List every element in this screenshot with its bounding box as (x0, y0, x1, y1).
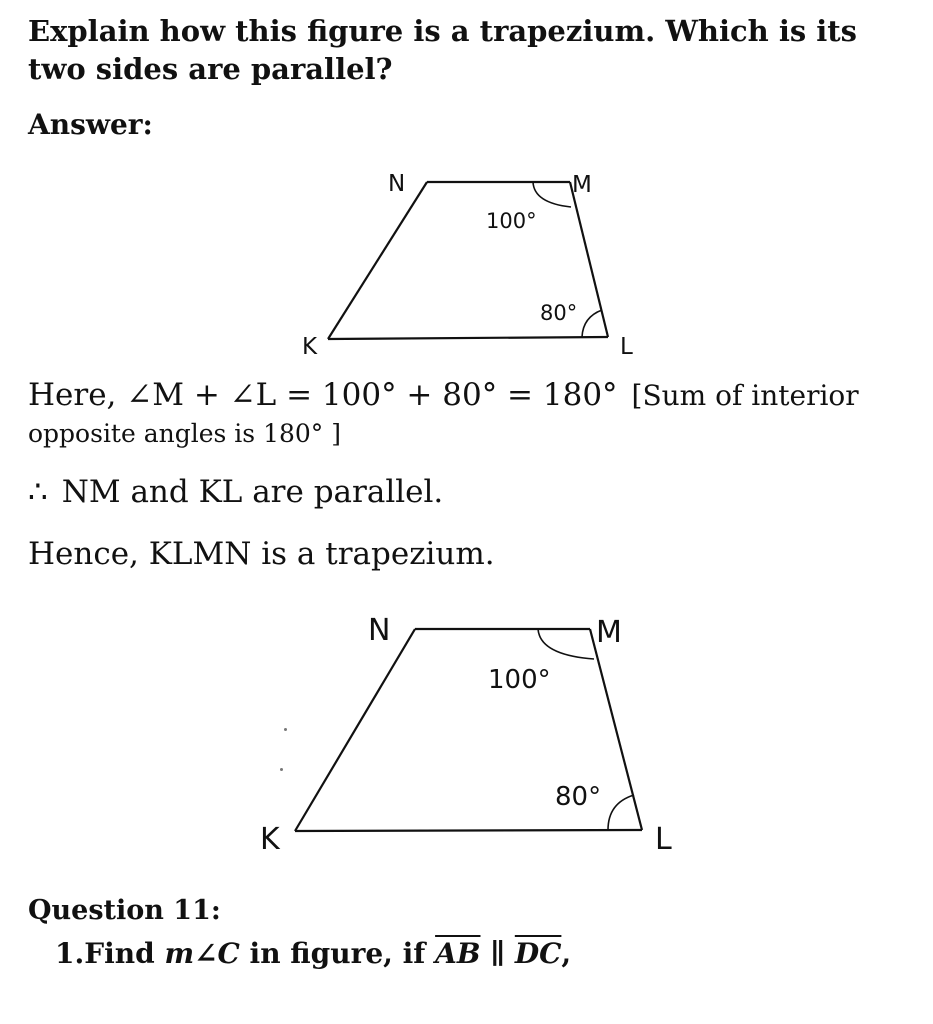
item-angle: m∠C (164, 937, 240, 970)
angle-label-l: 80° (555, 782, 602, 812)
question-11-item (55, 937, 571, 970)
angle-arc-l (608, 795, 634, 830)
answer-label: Answer: (28, 108, 153, 141)
item-text-post: , (561, 937, 572, 970)
side-kn (328, 182, 427, 339)
speck-dot (280, 768, 283, 771)
reason-text-part2: opposite angles is 180° ] (28, 419, 341, 448)
side-kn (295, 629, 415, 831)
trapezium-figure-large (250, 605, 690, 860)
therefore-line (28, 470, 443, 514)
side-lk (295, 830, 642, 831)
item-text-pre: Find (84, 937, 165, 970)
vertex-label-k: K (260, 822, 280, 857)
trapezium-figure-small (290, 165, 650, 360)
speck-dot (284, 728, 287, 731)
angle-label-l: 80° (540, 301, 578, 325)
vertex-label-l: L (655, 822, 672, 857)
angle-arc-m (538, 629, 594, 659)
segment-ab: $\overline{AB}$ (435, 937, 481, 970)
reason-text-part1: [Sum of interior (631, 379, 859, 412)
parallel-symbol: ∥ (490, 937, 506, 970)
equation-line (28, 376, 908, 415)
vertex-label-l: L (620, 334, 633, 360)
side-lk (328, 337, 608, 339)
vertex-label-m: M (572, 172, 592, 198)
vertex-label-k: K (302, 334, 318, 360)
angle-sum-equation: Here, ∠M + ∠L = 100° + 80° = 180° (28, 377, 618, 413)
angle-arc-l (582, 310, 602, 337)
question-text: Explain how this figure is a trapezium. Which is its two sides are parallel? (28, 14, 858, 86)
question-11-heading: Question 11: (28, 895, 221, 926)
angle-label-m: 100° (488, 665, 551, 695)
angle-label-m: 100° (486, 209, 537, 233)
item-number: 1. (55, 937, 85, 970)
parallel-conclusion: NM and KL are parallel. (61, 474, 444, 510)
hence-line: Hence, KLMN is a trapezium. (28, 536, 495, 572)
vertex-label-m: M (596, 615, 622, 650)
item-text-mid: in figure, if (239, 937, 436, 970)
angle-arc-m (533, 182, 571, 207)
vertex-label-n: N (388, 171, 406, 197)
vertex-label-n: N (368, 613, 391, 648)
segment-dc: $\overline{DC}$ (514, 937, 562, 970)
therefore-symbol: ∴ (28, 474, 48, 510)
